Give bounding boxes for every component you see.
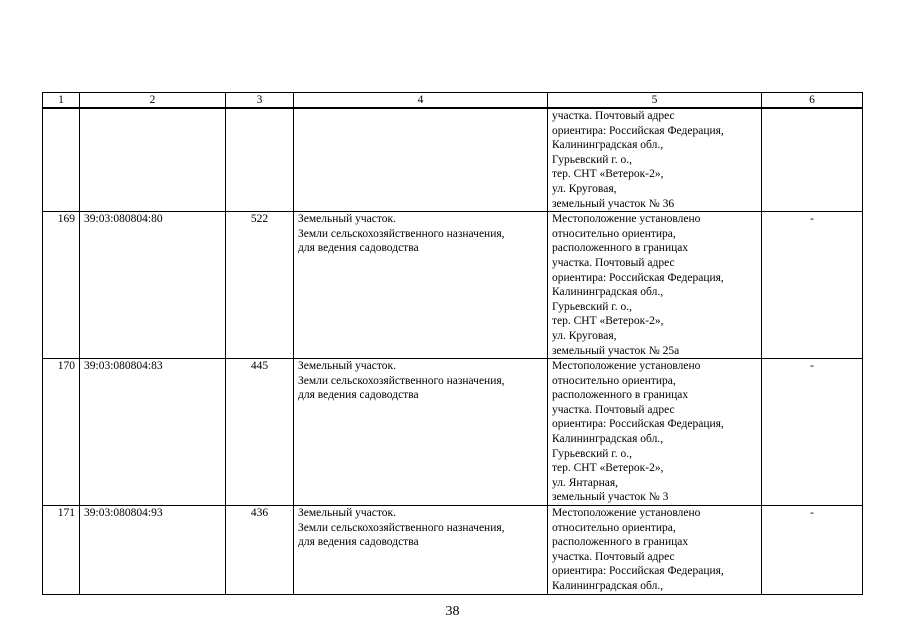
location-line: относительно ориентира, (552, 374, 676, 387)
description-line: для ведения садоводства (298, 389, 419, 402)
location-line: расположенного в границах (552, 242, 689, 255)
location-line: Калининградская обл., (552, 139, 664, 152)
location-line: Гурьевский г. о., (552, 447, 632, 460)
description-cell (294, 506, 548, 595)
column-header: 6 (762, 93, 863, 109)
cadastral-number-cell: 39:03:080804:93 (80, 506, 226, 595)
location-line: расположенного в границах (552, 536, 689, 549)
table-body (43, 108, 863, 594)
location-line: расположенного в границах (552, 389, 689, 402)
location-line: тер. СНТ «Ветерок-2», (552, 315, 664, 328)
column-header: 2 (80, 93, 226, 109)
location-line: участка. Почтовый адрес (552, 403, 675, 416)
location-line: ориентира: Российская Федерация, (552, 565, 724, 578)
description-line: Земельный участок. (298, 213, 396, 226)
area-cell: 436 (226, 506, 294, 595)
row-number-cell (43, 108, 80, 212)
column-header: 4 (294, 93, 548, 109)
land-plot-table (42, 92, 863, 595)
location-line: земельный участок № 36 (552, 197, 675, 210)
location-line: ориентира: Российская Федерация, (552, 418, 724, 431)
location-line: участка. Почтовый адрес (552, 550, 675, 563)
table-row (43, 108, 863, 212)
column-number-row (43, 93, 863, 109)
location-line: Местоположение установлено (552, 507, 701, 520)
location-line: тер. СНТ «Ветерок-2», (552, 168, 664, 181)
table-row (43, 212, 863, 359)
location-line: Калининградская обл., (552, 286, 664, 299)
location-line: ул. Круговая, (552, 182, 617, 195)
location-line: относительно ориентира, (552, 521, 676, 534)
extra-info-cell: - (762, 212, 863, 359)
location-line: Калининградская обл., (552, 580, 664, 592)
area-cell: 445 (226, 359, 294, 506)
location-line: участка. Почтовый адрес (552, 110, 675, 122)
location-line: Местоположение установлено (552, 360, 701, 373)
column-header: 5 (548, 93, 762, 109)
location-line: относительно ориентира, (552, 227, 676, 240)
description-line: для ведения садоводства (298, 536, 419, 549)
location-line: участка. Почтовый адрес (552, 256, 675, 269)
location-cell (548, 506, 762, 595)
location-line: Калининградская обл., (552, 433, 664, 446)
location-line: Местоположение установлено (552, 213, 701, 226)
row-number-cell: 170 (43, 359, 80, 506)
description-cell (294, 359, 548, 506)
row-number-cell: 169 (43, 212, 80, 359)
description-cell (294, 212, 548, 359)
column-header: 3 (226, 93, 294, 109)
location-line: земельный участок № 25а (552, 344, 680, 357)
description-line: Земли сельскохозяйственного назначения, (298, 227, 505, 240)
column-header: 1 (43, 93, 80, 109)
location-cell (548, 212, 762, 359)
cadastral-number-cell: 39:03:080804:83 (80, 359, 226, 506)
cadastral-number-cell: 39:03:080804:80 (80, 212, 226, 359)
location-cell (548, 359, 762, 506)
description-line: Земельный участок. (298, 507, 396, 520)
location-line: Гурьевский г. о., (552, 300, 632, 313)
row-number-cell: 171 (43, 506, 80, 595)
location-line: ул. Янтарная, (552, 476, 619, 489)
table-row (43, 506, 863, 595)
extra-info-cell (762, 108, 863, 212)
page-number: 38 (445, 604, 460, 619)
area-cell: 522 (226, 212, 294, 359)
description-line: для ведения садоводства (298, 242, 419, 255)
location-line: ориентира: Российская Федерация, (552, 271, 724, 284)
location-line: тер. СНТ «Ветерок-2», (552, 462, 664, 475)
cadastral-number-cell (80, 108, 226, 212)
location-cell (548, 108, 762, 212)
description-cell (294, 108, 548, 212)
table-row (43, 359, 863, 506)
location-line: Гурьевский г. о., (552, 153, 632, 166)
description-line: Земельный участок. (298, 360, 396, 373)
description-line: Земли сельскохозяйственного назначения, (298, 521, 505, 534)
extra-info-cell: - (762, 506, 863, 595)
location-line: ориентира: Российская Федерация, (552, 124, 724, 137)
location-line: ул. Круговая, (552, 329, 617, 342)
area-cell (226, 108, 294, 212)
description-line: Земли сельскохозяйственного назначения, (298, 374, 505, 387)
location-line: земельный участок № 3 (552, 491, 669, 504)
extra-info-cell: - (762, 359, 863, 506)
